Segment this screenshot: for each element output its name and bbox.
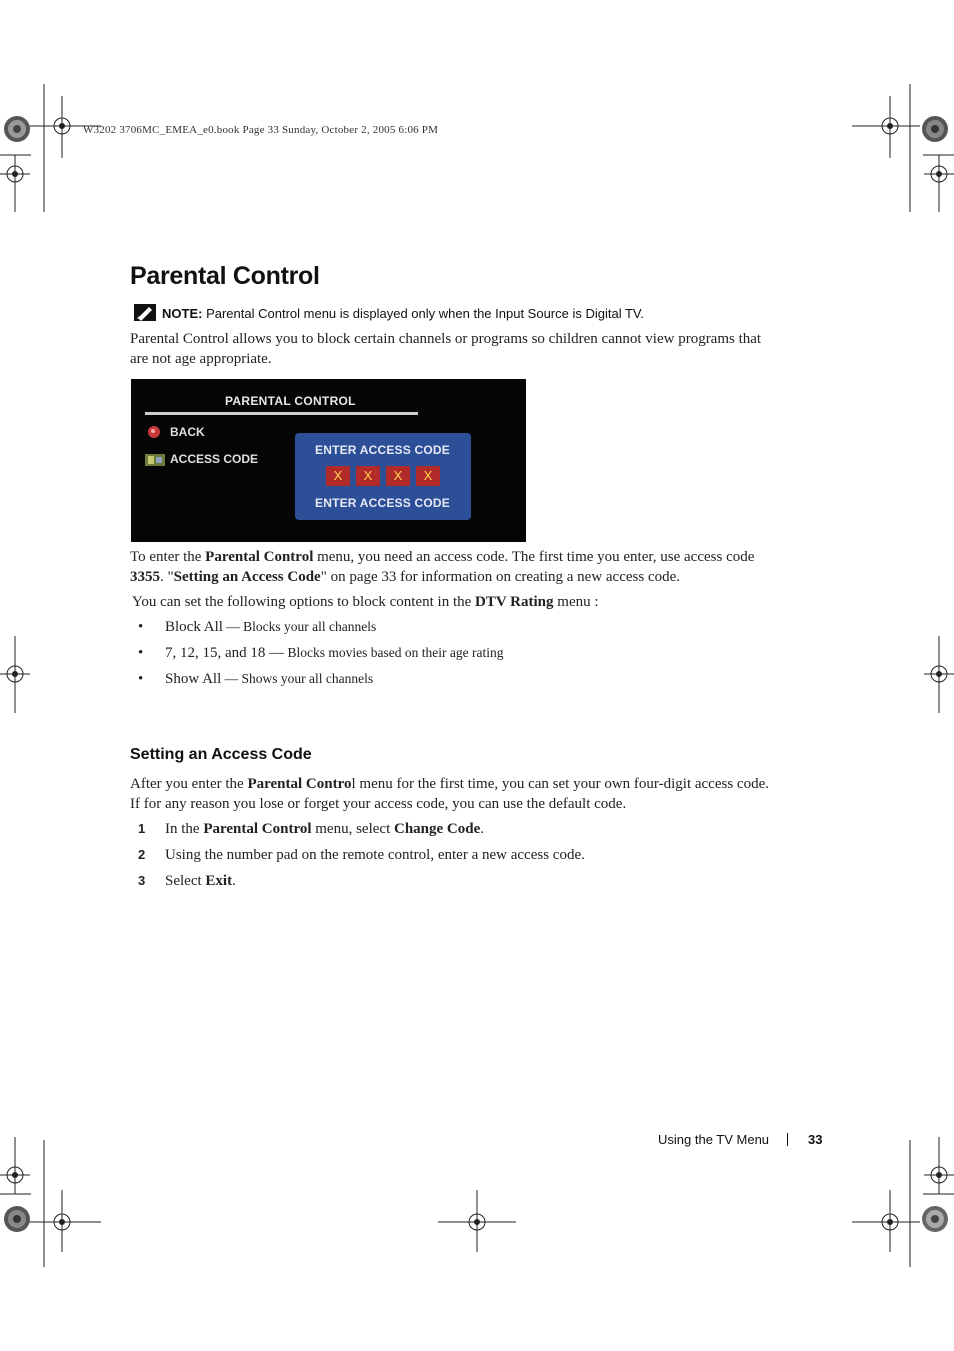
enter-access-code-top: ENTER ACCESS CODE xyxy=(315,443,450,457)
text-run: " on page 33 for information on creating a new access code. xyxy=(320,569,681,585)
option-desc: Blocks movies based on their age rating xyxy=(284,645,504,660)
bullet: • xyxy=(138,671,144,687)
text-run: . xyxy=(232,873,236,889)
access-code-box xyxy=(295,433,471,520)
text-run: menu : xyxy=(553,594,599,610)
step-number: 2 xyxy=(138,847,146,862)
step-number: 3 xyxy=(138,873,146,888)
code-digit-3[interactable]: X xyxy=(386,466,410,486)
intro-term: Parental Control xyxy=(130,331,229,347)
note-term: Parental Control xyxy=(206,306,301,321)
intro-text: allows you to block certain channels or programs so children cannot view programs that are not age appropriate. xyxy=(130,331,762,367)
bullet: • xyxy=(138,645,144,661)
section-heading: Setting an Access Code xyxy=(130,746,312,763)
text-run: . xyxy=(480,821,485,837)
enter-paragraph xyxy=(130,547,770,587)
bullet: • xyxy=(138,619,144,635)
code-digit-4[interactable]: X xyxy=(416,466,440,486)
note xyxy=(134,304,644,321)
cross-reference: Setting an Access Code xyxy=(173,569,321,585)
text-run: In the xyxy=(165,821,204,837)
tv-menu-title: PARENTAL CONTROL xyxy=(225,394,356,408)
text-run: You can set the following options to block content in the xyxy=(132,594,476,610)
option-term: 7, 12, 15, and 18 — xyxy=(165,645,285,661)
text-run: menu, select xyxy=(311,821,394,837)
text-run: After you enter the xyxy=(130,776,248,792)
page-title: Parental Control xyxy=(130,262,320,290)
code-digit-1[interactable]: X xyxy=(326,466,350,486)
enter-access-code-bottom: ENTER ACCESS CODE xyxy=(315,496,450,510)
text-run: menu, you need an access code. The first time you enter, use access code xyxy=(313,549,755,565)
term-parental-control: Parental Control xyxy=(205,549,314,565)
tv-menu-item-back[interactable]: BACK xyxy=(170,425,205,439)
text-run: . " xyxy=(160,569,174,585)
text-run: l menu for the first time, you can set your own four-digit access code. If for any reason you lose or forget your access code, you can use the default code. xyxy=(130,776,769,812)
text-run: Using the number pad on the remote control, enter a new access code. xyxy=(165,847,585,863)
text-run: To enter the xyxy=(130,549,206,565)
step-term: Parental Control xyxy=(203,821,312,837)
option-desc: — Shows your all channels xyxy=(221,671,374,686)
note-pencil-icon xyxy=(134,304,156,321)
back-icon xyxy=(147,425,161,444)
step-term: Change Code xyxy=(394,821,481,837)
code-digit-2[interactable]: X xyxy=(356,466,380,486)
access-paragraph xyxy=(130,774,770,814)
option-term: Block All xyxy=(165,619,223,635)
footer-separator xyxy=(787,1133,788,1146)
tv-menu-item-access-code[interactable]: ACCESS CODE xyxy=(170,452,259,466)
page-number: 33 xyxy=(808,1132,823,1147)
parental-control-screen xyxy=(131,379,526,542)
options-intro xyxy=(132,592,782,612)
print-header-line: W3202 3706MC_EMEA_e0.book Page 33 Sunday, October 2, 2005 6:06 PM xyxy=(83,124,439,136)
tv-menu-rule xyxy=(145,412,418,415)
access-code-icon xyxy=(145,453,165,471)
footer-section-title: Using the TV Menu xyxy=(658,1132,770,1147)
step-number: 1 xyxy=(138,821,146,836)
default-code: 3355 xyxy=(130,569,160,585)
term-dtv-rating: DTV Rating xyxy=(475,594,554,610)
option-term: Show All xyxy=(165,671,222,687)
intro-paragraph xyxy=(130,329,780,369)
note-text: menu is displayed only when the Input Source is Digital TV. xyxy=(300,306,645,321)
step-term: Exit xyxy=(205,873,233,889)
text-run: Select xyxy=(165,873,206,889)
option-desc: — Blocks your all channels xyxy=(222,619,377,634)
term-parental-control: Parental Contro xyxy=(247,776,352,792)
note-label: NOTE: xyxy=(162,306,203,321)
